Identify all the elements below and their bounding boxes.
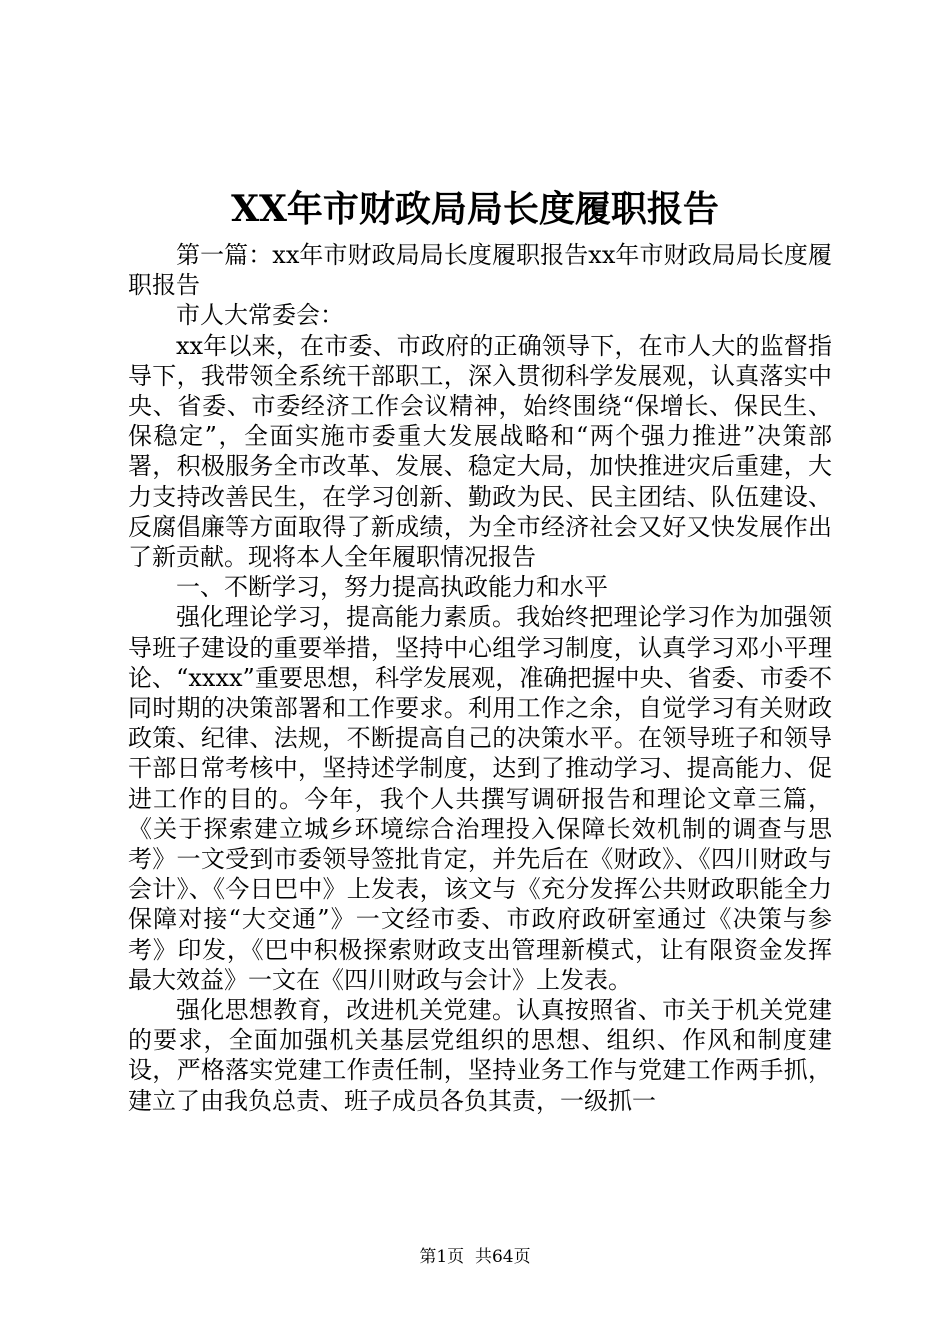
document-body xyxy=(128,240,832,1116)
paragraph-party-building: 强化思想教育，改进机关党建。认真按照省、市关于机关党建的要求，全面加强机关基层党组织的思想、组织、作风和制度建设，严格落实党建工作责任制，坚持业务工作与党建工作两手抓，建立了由我负总责、班子成员各负其责，一级抓一 xyxy=(128,996,832,1115)
paragraph-introduction: xx年以来，在市委、市政府的正确领导下，在市人大的监督指导下，我带领全系统干部职工，深入贯彻科学发展观，认真落实中央、省委、市委经济工作会议精神，始终围绕“保增长、保民生、保稳定”，全面实施市委重大发展战略和“两个强力推进”决策部署，积极服务全市改革、发展、稳定大局，加快推进灾后重建，大力支持改善民生，在学习创新、勤政为民、民主团结、队伍建设、反腐倡廉等方面取得了新成绩，为全市经济社会又好又快发展作出了新贡献。现将本人全年履职情况报告 xyxy=(128,331,832,572)
paragraph-theory-study: 强化理论学习，提高能力素质。我始终把理论学习作为加强领导班子建设的重要举措，坚持中心组学习制度，认真学习邓小平理论、“xxxx”重要思想，科学发展观，准确把握中央、省委、市委不同时期的决策部署和工作要求。利用工作之余，自觉学习有关财政政策、纪律、法规，不断提高自己的决策水平。在领导班子和领导干部日常考核中，坚持述学制度，达到了推动学习、提高能力、促进工作的目的。今年，我个人共撰写调研报告和理论文章三篇，《关于探索建立城乡环境综合治理投入保障长效机制的调查与思考》一文受到市委领导签批肯定，并先后在《财政》、《四川财政与会计》、《今日巴中》上发表，该文与《充分发挥公共财政职能全力保障对接“大交通”》一文经市委、市政府政研室通过《决策与参考》印发，《巴中积极探索财政支出管理新模式，让有限资金发挥最大效益》一文在《四川财政与会计》上发表。 xyxy=(128,603,832,994)
page-footer: 第1页 共64页 xyxy=(419,1247,531,1267)
paragraph-salutation: 市人大常委会： xyxy=(176,301,344,330)
paragraph-heading-first-article: 第一篇：xx年市财政局局长度履职报告xx年市财政局局长度履职报告 xyxy=(128,241,832,300)
document-title: XX年市财政局局长度履职报告 xyxy=(231,188,719,230)
section-heading-learning: 一、不断学习，努力提高执政能力和水平 xyxy=(176,573,608,602)
